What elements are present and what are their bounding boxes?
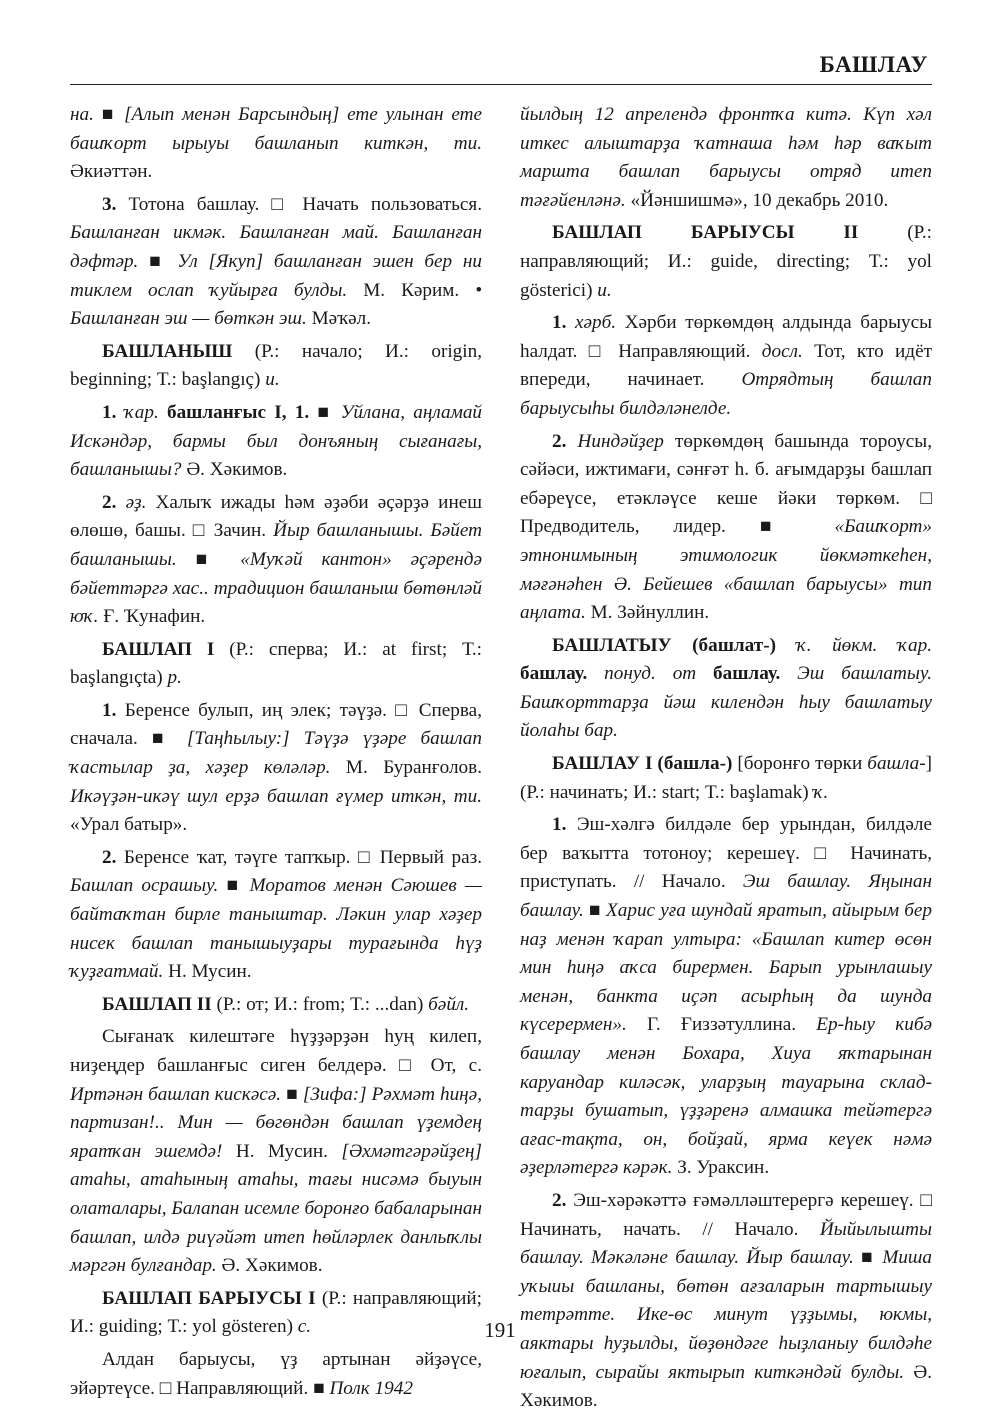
example-text: Башлап осрашыу. ■ Моратов менән Сәюшев — байтаҡтан бирле таныштар. Ләкин улар хәҙер нисек башлап танышыуҙары турағында һүҙ ҡуҙғатмай. <box>70 875 482 983</box>
example-text: ҡ. йөкм. ҡар. <box>796 634 932 656</box>
headword: БАШЛАУ I (башла-) <box>552 753 733 775</box>
example-text: башла- <box>867 753 926 775</box>
example-text: ■ Уйлана, аңламай Искәндәр, бармы был донъяның сығанағы, башланышы? <box>70 401 483 481</box>
example-text: Эш башлау. Яңынан башлау. ■ Харис уға шундай яратып, айырым бер наҙ менән ҡарап ултыра: «Башлап китер өсөн мин һиңә аҡса бирермен. Барып урынлашыу менән, банкта иҫәп асырһың да шунда күсерермен». <box>520 871 932 1036</box>
definition-text: [боронғо төрки <box>732 753 868 775</box>
headword: 2. <box>552 430 578 452</box>
headword: БАШЛАП БАРЫУСЫ I <box>102 1287 316 1309</box>
definition-text: Ә. Хәкимов. <box>216 1255 323 1277</box>
dictionary-entry <box>70 399 482 485</box>
example-text: Башланған икмәк. Башланған май. Башланған дәфтәр. ■ Ул [Якуп] башланған эшен бер ни тиклем ослап ҡуйырға булды. <box>70 222 482 301</box>
headword: 1. <box>552 312 575 334</box>
example-text: Ер-һыу кибә башлау менән Бохара, Хиуа яҡтарынан каруандар киләсәк, уларҙың тауарына складтарҙы бушатып, үҙҙәренә алмашка тейәтергә ағас-тақта, он, бойҙай, ярма кеүек нәмә әҙерләтергә кәрәк. <box>520 1014 932 1179</box>
definition-text: төркөмдөң башында тороусы, сәйәси, ижтимағи, сәнғәт һ. б. ағымдарҙы башлап ебәреүсе, етәкләүсе кеше йәки төркөм. □ Предводитель, лидер. <box>520 430 932 538</box>
headword: башланғыс I, 1. <box>158 401 318 423</box>
definition-text: (Р.: начало; И.: origin, beginning; Т.: başlangıç) <box>70 340 482 391</box>
example-text: Ниндәйҙер <box>577 430 664 452</box>
dictionary-entry <box>70 101 482 187</box>
dictionary-entry <box>520 219 932 305</box>
headword: 2. <box>102 491 126 513</box>
dictionary-entry <box>70 1023 482 1280</box>
definition-text: «Урал батыр». <box>70 814 188 836</box>
headword: 1. <box>552 814 567 836</box>
definition-text: Ә. Хәкимов. <box>520 1361 933 1412</box>
dictionary-entry <box>70 697 482 840</box>
running-head: БАШЛАУ <box>819 52 928 77</box>
definition-text: Тот, кто идёт впереди, начинает. <box>520 340 932 391</box>
definition-text: Ғ. Ҡунафин. <box>98 606 206 628</box>
example-text: Эш башлатыу. Башҡорттарҙа йәш килендән һыу башлатыу йолаһы бар. <box>520 663 932 742</box>
right-column <box>520 101 932 1420</box>
example-text: и. <box>265 369 280 391</box>
headword: 1. <box>102 699 117 721</box>
example-text: Йыр башланышы. Бәйет башланышы. ■ «Муҡәй кантон» әҫәрендә бәйеттәргә хас.. традицион башланыш бөтөнләй юҡ. <box>70 520 482 628</box>
definition-text: М. Кәрим. <box>347 279 476 301</box>
definition-text: Ә. Хәкимов. <box>181 459 288 481</box>
dictionary-entry <box>520 1187 932 1416</box>
dictionary-entry <box>520 632 932 746</box>
definition-text: Сығанаҡ килештәге һүҙҙәрҙән һуң килеп, ниҙеңдер башланғыс сиген белдерә. □ От, с. <box>70 1026 482 1076</box>
dictionary-entry <box>70 636 482 693</box>
definition-text <box>776 635 797 656</box>
definition-text: Халыҡ ижады һәм әҙәби әҫәрҙә инеш өлөшө, башы. □ Зачин. <box>70 491 483 542</box>
example-text: досл. <box>761 340 803 362</box>
example-text: хәрб. <box>575 312 617 334</box>
header-rule <box>70 84 932 85</box>
definition-text: Әкиәттән. <box>70 161 153 183</box>
definition-text: Беренсе ҡат, тәүге тапҡыр. □ Первый раз. <box>116 846 482 868</box>
example-text: Иртәнән башлап кискәсә. ■ [Зифа:] Рәхмәт һиңә, партизан!.. Мин — бөгөндән башлап үҙемдең яратҡан эшемдә! <box>70 1083 482 1162</box>
example-text: бәйл. <box>428 993 470 1015</box>
definition-text: «Йәншишмә», 10 декабрь 2010. <box>625 189 889 211</box>
example-text: понуд. от <box>604 663 697 685</box>
example-text: ■ «Башҡорт» этнонимының этимологик йөкмәткеһен, мәғәнәһен Ә. Бейешев «башлап барыусы» тип аңлата. <box>520 516 932 624</box>
dictionary-entry <box>70 191 482 334</box>
definition-text: ] (Р.: начинать; И.: start; Т.: başlamak) <box>520 753 932 803</box>
definition-text: М. Зәйнуллин. <box>585 602 710 624</box>
headword: БАШЛАП БАРЫУСЫ II <box>552 222 859 244</box>
headword: 1. <box>102 401 125 423</box>
definition-text: З. Ураксин. <box>672 1157 770 1179</box>
definition-text: Алдан барыусы, үҙ артынан әйҙәүсе, эйәртеүсе. □ Направляющий. <box>70 1348 482 1399</box>
example-text: • Башланған эш — бөткән эш. <box>70 279 482 330</box>
dictionary-entry <box>520 811 932 1183</box>
definition-text: Н. Мусин. <box>163 961 252 983</box>
headword: башлау. <box>520 663 605 685</box>
definition-text: Беренсе булып, иң элек; тәүҙә. □ Сперва, сначала. <box>70 699 482 750</box>
definition-text: (Р.: направляющий; И.: guide, directing; Т.: yol gösterici) <box>520 222 932 301</box>
dictionary-entry <box>520 309 932 423</box>
headword: БАШЛАТЫУ (башлат-) <box>552 634 776 656</box>
dictionary-entry <box>70 991 482 1020</box>
dictionary-entry <box>70 1346 482 1403</box>
example-text: [Әхмәтгәрәйҙең] атаһы, атаһының атаһы, тағы нисәмә быуын олаталары, Балапан исемле боронғо бабаларынан башлап, илдә риүәйәт итеп һөйләрлек данлыҡлы мәргән булғандар. <box>70 1140 482 1277</box>
definition-text: Г. Ғиззәтуллина. <box>626 1014 817 1036</box>
dictionary-entry <box>70 489 482 632</box>
definition-text: Н. Мусин. <box>222 1140 342 1162</box>
headword: 2. <box>102 846 117 868</box>
dictionary-entry <box>520 750 932 807</box>
definition-text: Хәрби төркөмдөң алдында барыусы һалдат. □ Направляющий. <box>520 312 932 362</box>
example-text: йылдың 12 апрелендә фронтҡа китә. Күп хәл иткес алыштарҙа ҡатнаша һәм һәр ваҡыт маршта башлап барыусы отряд итеп тәғәйенләнә. <box>520 104 932 211</box>
example-text: Отрядтың башлап барыусыһы билдәләнелде. <box>520 369 932 419</box>
definition-text: (Р.: направляющий; И.: guiding; Т.: yol gösteren) <box>70 1287 482 1338</box>
definition-text: (Р.: от; И.: from; Т.: ...dan) <box>211 993 429 1015</box>
definition-text: Тотона башлау. □ Начать пользоваться. <box>116 193 482 215</box>
definition-text: Эш-хәрәкәттә ғәмәлләштерергә керешеү. □ Начинать, начать. // Начало. <box>520 1189 932 1240</box>
example-text: ■ [Таңһылыу:] Тәүҙә үҙәре башлап ҡастылар ҙа, хәҙер көләләр. <box>70 728 482 779</box>
definition-text: М. Буранғолов. <box>330 757 482 779</box>
headword: БАШЛАП II <box>102 993 212 1015</box>
example-text: әҙ. <box>125 491 147 513</box>
page-number: 191 <box>484 1318 516 1342</box>
example-text: ■ Полк 1942 <box>313 1377 413 1399</box>
headword: башлау. <box>696 663 798 685</box>
headword: БАШЛАНЫШ <box>102 340 233 362</box>
example-text: Икәүҙән-икәү шул ерҙә башлап ғүмер иткән, ти. <box>70 785 482 807</box>
example-text: и. <box>597 279 612 301</box>
dictionary-entry <box>520 428 932 628</box>
example-text: Йыйылышты башлау. Мәкәләне башлау. Йыр башлау. ■ Миша уҡыиы башланы, бөтөн ағзаларын тартышыу тетрәтте. Ике-өс минут үҙҙымы, юкмы, аяктары һуҙылды, йөҙөндәге һыҙланыу билдәһе юғалып, сырайы яктырып киткәндәй булды. <box>520 1218 932 1383</box>
example-text: на. ■ [Алып менән Барсындың] ете улынан ете башҡорт ырыуы башланып киткән, ти. <box>70 104 482 154</box>
example-text: р. <box>167 667 182 689</box>
definition-text: Мәҡәл. <box>306 308 372 330</box>
dictionary-entry <box>70 844 482 987</box>
example-text: ҡ. <box>813 781 829 803</box>
definition-text: Эш-хәлгә билдәле бер урындан, билдәле бер ваҡытта тотоноу; керешеү. □ Начинать, приступать. // Начало. <box>520 814 932 893</box>
example-text: ҡар. <box>124 401 159 423</box>
headword: 3. <box>102 193 117 215</box>
left-column <box>70 101 482 1407</box>
headword: 2. <box>552 1189 567 1211</box>
headword: БАШЛАП I <box>102 638 215 660</box>
dictionary-entry <box>520 101 932 215</box>
definition-text: (Р.: сперва; И.: at first; Т.: başlangıçta) <box>70 638 482 689</box>
dictionary-entry <box>70 338 482 395</box>
example-text: с. <box>297 1316 312 1338</box>
